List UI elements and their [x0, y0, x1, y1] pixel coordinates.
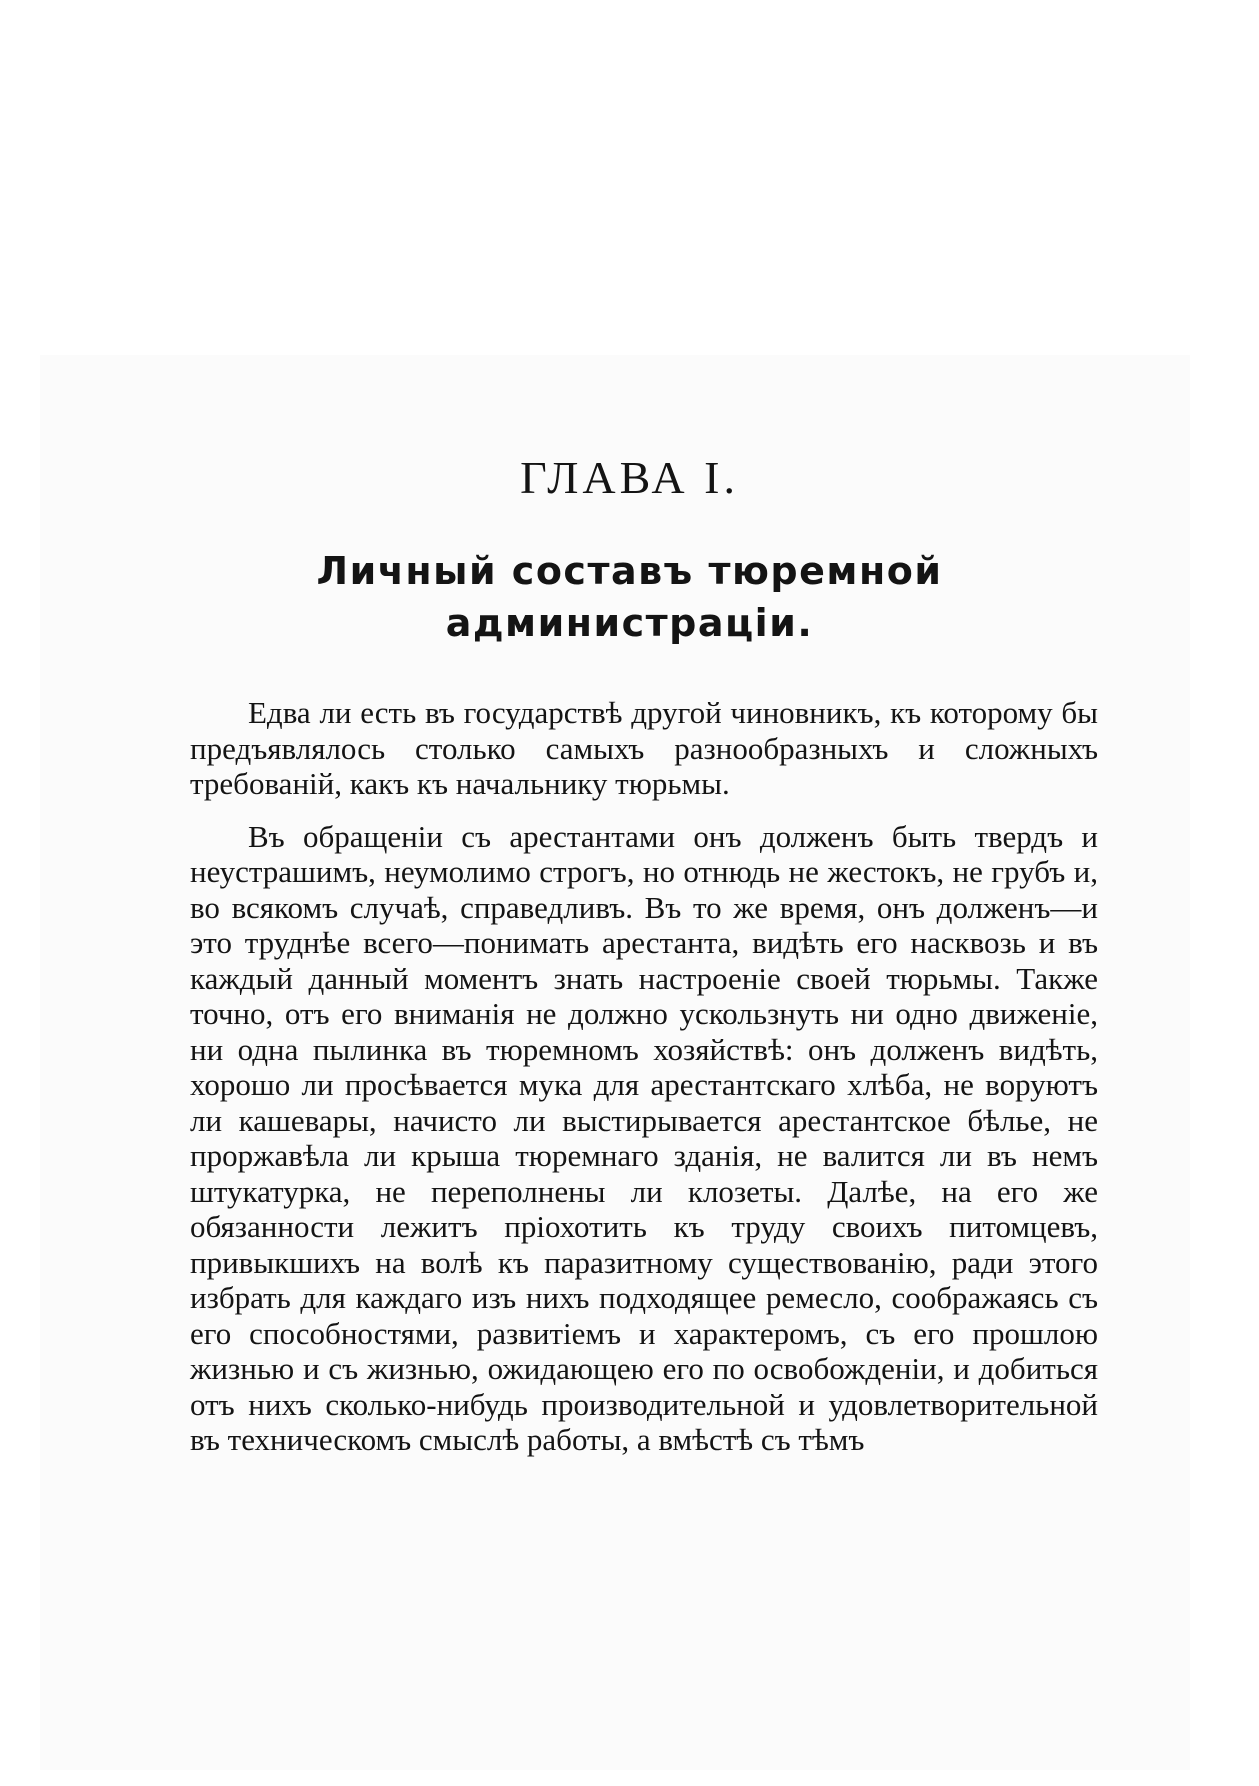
chapter-label: ГЛАВА I.	[520, 452, 739, 503]
body-text	[190, 695, 1098, 1458]
paragraph-2: Въ обращеніи съ арестантами онъ долженъ быть твердъ и неустрашимъ, неумолимо строгъ, но отнюдь не жестокъ, не грубъ и, во всякомъ случаѣ, справедливъ. Въ то же время, онъ долженъ—и это труднѣе всего—понимать арестанта, видѣть его насквозь и въ каждый данный моментъ знать настроеніе своей тюрьмы. Также точно, отъ его вниманія не должно ускользнуть ни одно движеніе, ни одна пылинка въ тюремномъ хозяйствѣ: онъ долженъ видѣть, хорошо ли просѣвается мука для арестантскаго хлѣба, не воруютъ ли кашевары, начисто ли выстирывается арестантское бѣлье, не проржавѣла ли крыша тюремнаго зданія, не валится ли въ немъ штукатурка, не переполнены ли клозеты. Далѣе, на его же обязанности лежитъ пріохотить къ труду своихъ питомцевъ, привыкшихъ на волѣ къ паразитному существованію, ради этого избрать для каждаго изъ нихъ подходящее ремесло, соображаясь съ его способностями, развитіемъ и характеромъ, съ его прошлою жизнью и съ жизнью, ожидающею его по освобожденіи, и добиться отъ нихъ сколько-нибудь производительной и удовлетворительной въ техническомъ смыслѣ работы, а вмѣстѣ съ тѣмъ	[190, 818, 1098, 1457]
chapter-title-line-2: администраціи.	[445, 601, 814, 645]
chapter-title	[0, 545, 1259, 649]
paragraph-1: Едва ли есть въ государствѣ другой чиновникъ, къ которому бы предъявлялось столько самыхъ разнообразныхъ и сложныхъ требованій, какъ къ начальнику тюрьмы.	[190, 695, 1098, 801]
chapter-title-line-1: Личный составъ тюремной	[316, 549, 943, 593]
